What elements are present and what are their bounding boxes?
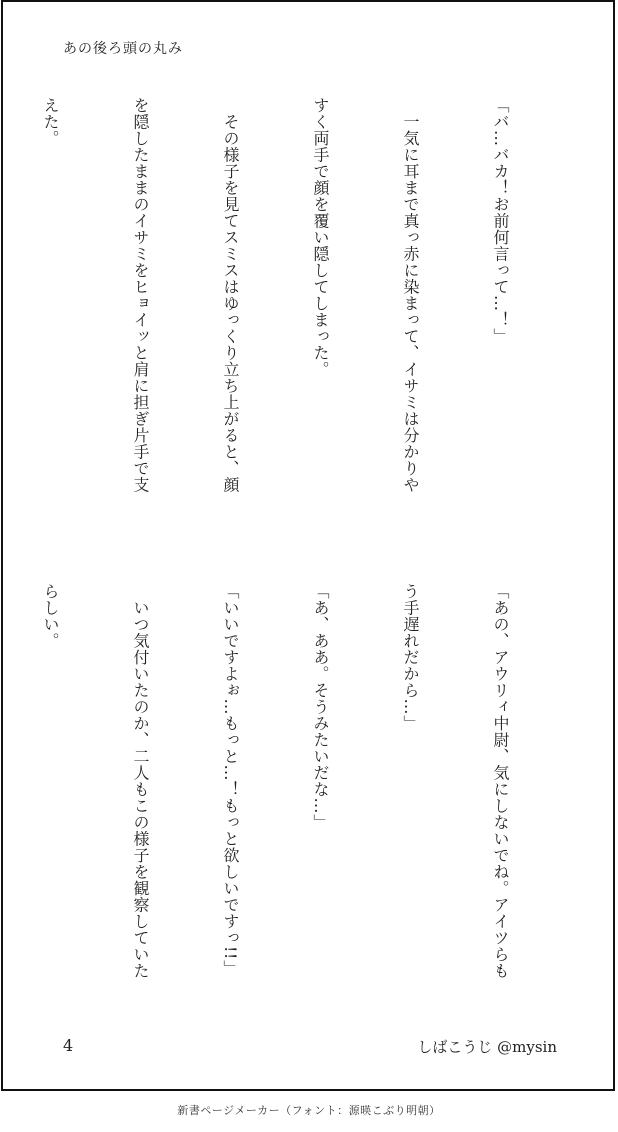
text-line: 「あ、ああ。そうみたいだな…」 xyxy=(311,583,330,831)
text-block-bottom xyxy=(0,583,575,1023)
page-title: あの後ろ頭の丸み xyxy=(63,41,183,57)
text-line: らしい。 xyxy=(41,583,60,649)
text-line: その様子を見てスミスはゆっくり立ち上がると、顔 xyxy=(221,97,240,493)
text-line: すく両手で顔を覆い隠してしまった。 xyxy=(311,97,330,378)
text-line: 「いいですよぉ…もっと…！もっと欲しいですっ!!」 xyxy=(221,583,240,977)
text-line: う手遅れだから…」 xyxy=(401,583,420,732)
text-line: 「あの、アウリィ中尉、気にしないでね。アイツらも xyxy=(491,583,510,979)
page-number: 4 xyxy=(63,1036,74,1055)
text-line: えた。 xyxy=(41,97,60,147)
text-block-top xyxy=(0,97,575,537)
text-line: 一気に耳まで真っ赤に染まって、イサミは分かりや xyxy=(401,97,420,493)
book-page xyxy=(1,0,615,1091)
text-line: を隠したままのイサミをヒョイッと肩に担ぎ片手で支 xyxy=(131,97,150,493)
text-line: いつ気付いたのか、二人もこの様子を観察していた xyxy=(131,583,150,979)
text-line: 「バ…バカ！お前何言って…！」 xyxy=(491,97,510,345)
author-credit: しばこうじ @mysin xyxy=(417,1038,557,1056)
app-footer-text: 新書ページメーカー（フォント：源暎こぶり明朝） xyxy=(177,1104,441,1117)
